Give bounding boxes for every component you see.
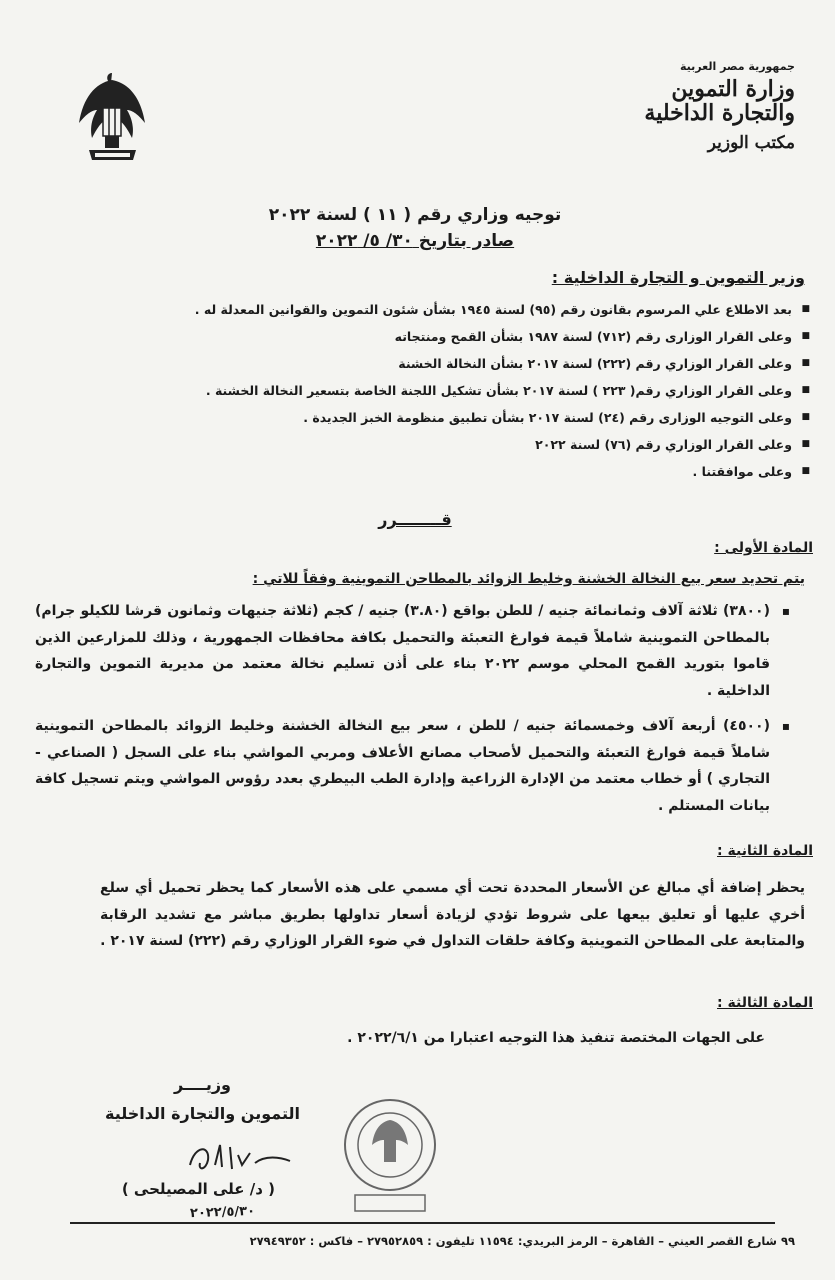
article-1-intro: يتم تحديد سعر بيع النخالة الخشنة وخليط الزوائد بالمطاحن التموينية وفقاً للاتي : [252,571,805,587]
handwritten-signature-icon [180,1135,300,1185]
article-3-heading: المادة الثالثة : [717,995,813,1011]
ministry-name: وزارة التموين والتجارة الداخلية [644,76,795,127]
article-3-text: على الجهات المختصة تنفيذ هذا التوجيه اعتبارا من ٢٠٢٢/٦/١ . [347,1030,765,1046]
article-1-item: ▪ (٤٥٠٠) أربعة آلاف وخمسمائة جنيه / للطن ، سعر بيع النخالة الخشنة وخليط الزوائد بالمطاحن التموينية شاملاً قيمة فوارغ التعبئة والتحميل لأصحاب مصانع الأعلاف ومربي المواشي بناء على السجل ( الصناعي - التجاري ) أو خطاب معتمد من الإدارة الزراعية وإدارة الطب البيطري بعدد رؤوس المواشي ويتم تسجيل كافة بيانات المستلم . [35,713,790,819]
decision-heading: قــــــــرر [378,510,452,529]
reference-item: ■ وعلى القرار الوزارى رقم (٧١٢) لسنة ١٩٨٧ بشأن القمح ومنتجاته [30,323,810,350]
reference-item: ■ وعلى القرار الوزاري رقم( ٢٢٣ ) لسنة ٢٠١٧ بشأن تشكيل اللجنة الخاصة بتسعير النخالة الخشنة . [30,377,810,404]
directive-title [180,205,650,251]
reference-item: ■ وعلى القرار الوزاري رقم (٢٢٢) لسنة ٢٠١٧ بشأن النخالة الخشنة [30,350,810,377]
reference-item: ■ بعد الاطلاع علي المرسوم بقانون رقم (٩٥) لسنة ١٩٤٥ بشأن شئون التموين والقوانين المعدلة له . [30,296,810,323]
reference-item: ■ وعلى القرار الوزاري رقم (٧٦) لسنة ٢٠٢٢ [30,431,810,458]
office-name: مكتب الوزير [707,133,795,154]
article-1-heading: المادة الأولى : [714,540,813,556]
reference-item: ■ وعلى موافقتنا . [30,458,810,485]
article-1-item: ▪ (٣٨٠٠) ثلاثة آلاف وثمانمائة جنيه / للطن بواقع (٣.٨٠) جنيه / كجم (ثلاثة جنيهات وثمانون قرشا للكيلو جرام) بالمطاحن التموينية شاملاً قيمة فوارغ التعبئة والتحميل بكافة محافظات الجمهورية ، وذلك للمزارعين الذين قاموا بتوريد القمح المحلي موسم ٢٠٢٢ بناء على أذن تسليم نخالة معتمد من مديرية التموين والتجارة الداخلية . [35,598,790,704]
ministry-stamp-icon [340,1090,440,1215]
signature-title [105,1075,300,1123]
issue-date: صادر بتاريخ ٣٠/ ٥/ ٢٠٢٢ [315,231,515,251]
minister-title: وزيــــر [173,1075,231,1094]
minister-name: ( د/ على المصيلحى ) [121,1180,275,1198]
article-2-heading: المادة الثانية : [717,843,813,859]
signature-date: ٢٠٢٢/٥/٣٠ [189,1203,256,1222]
directive-number: توجيه وزاري رقم ( ١١ ) لسنة ٢٠٢٢ [268,205,562,225]
eagle-emblem-icon [75,68,150,168]
ministry-title: التموين والتجارة الداخلية [104,1104,300,1123]
republic-name: جمهورية مصر العربية [680,60,795,73]
reference-item: ■ وعلى التوجيه الوزارى رقم (٢٤) لسنة ٢٠١٧ بشأن تطبيق منظومة الخبز الجديدة . [30,404,810,431]
minister-heading: وزير التموين و التجارة الداخلية : [551,268,805,287]
article-2-text: يحظر إضافة أي مبالغ عن الأسعار المحددة تحت أي مسمي على هذه الأسعار كما يحظر تحميل أي سلع أخري عليها أو تعليق بيعها على شروط تؤدي لزيادة أسعار تداولها بطريق مباشر مع تشديد الرقابة والمتابعة على المطاحن التموينية وكافة حلقات التداول في ضوء القرار الوزاري رقم (٢٢٢) لسنة ٢٠١٧ . [100,880,805,949]
footer-divider [70,1222,775,1224]
footer-address: ٩٩ شارع القصر العيني – القاهرة – الرمز البريدي: ١١٥٩٤ تليفون : ٢٧٩٥٢٨٥٩ – فاكس : ٢٧٩٤٩٣٥٢ [249,1234,795,1248]
letterhead [595,60,795,153]
references-list [30,296,810,485]
